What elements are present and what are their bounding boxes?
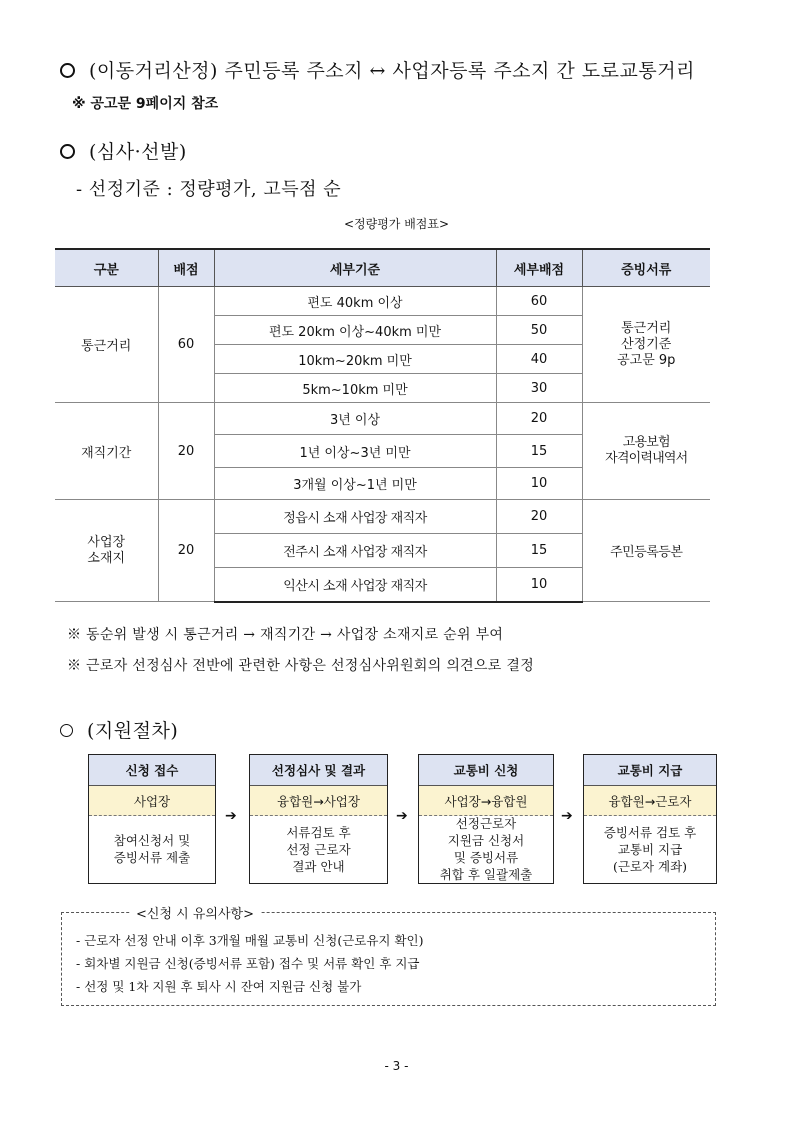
points-cell: 20 bbox=[496, 403, 582, 435]
remark-committee: ※ 근로자 선정심사 전반에 관련한 사항은 선정심사위원회의 의견으로 결정 bbox=[67, 658, 535, 674]
section-procedure-heading bbox=[60, 716, 178, 743]
criteria-cell: 전주시 소재 사업장 재직자 bbox=[214, 534, 496, 568]
score-cell: 60 bbox=[158, 287, 214, 403]
step-title: 교통비 신청 bbox=[419, 755, 553, 786]
criteria-cell: 익산시 소재 사업장 재직자 bbox=[214, 568, 496, 602]
points-cell: 40 bbox=[496, 345, 582, 374]
page-number: - 3 - bbox=[384, 1059, 409, 1073]
notice-item: - 근로자 선정 안내 이후 3개월 매월 교통비 신청(근로유지 확인) bbox=[76, 933, 424, 948]
section-selection-heading bbox=[60, 137, 187, 164]
remark-tie-break: ※ 동순위 발생 시 통근거리 → 재직기간 → 사업장 소재지로 순위 부여 bbox=[67, 627, 504, 643]
evidence-cell: 통근거리 산정기준 공고문 9p bbox=[582, 287, 710, 403]
category-cell: 통근거리 bbox=[55, 287, 158, 403]
criteria-cell: 5km~10km 미만 bbox=[214, 374, 496, 403]
procedure-step bbox=[88, 754, 216, 884]
section-selection-title: (심사·선발) bbox=[89, 141, 187, 163]
points-cell: 15 bbox=[496, 435, 582, 468]
arrow-right-icon: ➔ bbox=[225, 808, 237, 824]
points-cell: 30 bbox=[496, 374, 582, 403]
evidence-cell: 주민등록등본 bbox=[582, 500, 710, 602]
procedure-step bbox=[249, 754, 388, 884]
procedure-step bbox=[418, 754, 554, 884]
notice-title: <신청 시 유의사항> bbox=[130, 903, 260, 922]
step-title: 신청 접수 bbox=[89, 755, 215, 786]
points-cell: 60 bbox=[496, 287, 582, 316]
reference-note: ※ 공고문 9페이지 참조 bbox=[72, 96, 219, 112]
table-row bbox=[55, 500, 710, 534]
circle-bullet-icon bbox=[60, 724, 73, 737]
criteria-cell: 3개월 이상~1년 미만 bbox=[214, 468, 496, 500]
step-actor: 사업장 bbox=[89, 786, 215, 816]
step-description: 서류검토 후 선정 근로자 결과 안내 bbox=[286, 824, 351, 874]
criteria-cell: 편도 20km 이상~40km 미만 bbox=[214, 316, 496, 345]
circle-bullet-icon bbox=[60, 144, 75, 159]
header-score: 배점 bbox=[158, 249, 214, 287]
criteria-cell: 편도 40km 이상 bbox=[214, 287, 496, 316]
section-distance-title: (이동거리산정) 주민등록 주소지 ↔ 사업자등록 주소지 간 도로교통거리 bbox=[89, 60, 695, 82]
arrow-right-icon: ➔ bbox=[561, 808, 573, 824]
circle-bullet-icon bbox=[60, 63, 75, 78]
notice-list bbox=[76, 929, 424, 998]
table-row bbox=[55, 403, 710, 435]
score-cell: 20 bbox=[158, 500, 214, 602]
step-description: 참여신청서 및 증빙서류 제출 bbox=[113, 833, 191, 865]
arrow-right-icon: ➔ bbox=[396, 808, 408, 824]
header-evidence: 증빙서류 bbox=[582, 249, 710, 287]
score-table-wrapper bbox=[55, 248, 710, 603]
criteria-cell: 3년 이상 bbox=[214, 403, 496, 435]
score-cell: 20 bbox=[158, 403, 214, 500]
step-actor: 융합원→사업장 bbox=[250, 786, 387, 816]
notice-item: - 선정 및 1차 지원 후 퇴사 시 잔여 지원금 신청 불가 bbox=[76, 979, 362, 994]
header-points: 세부배점 bbox=[496, 249, 582, 287]
category-cell: 재직기간 bbox=[55, 403, 158, 500]
step-actor: 사업장→융합원 bbox=[419, 786, 553, 816]
points-cell: 20 bbox=[496, 500, 582, 534]
step-title: 교통비 지급 bbox=[584, 755, 716, 786]
procedure-step bbox=[583, 754, 717, 884]
evidence-cell: 고용보험 자격이력내역서 bbox=[582, 403, 710, 500]
step-description: 선정근로자 지원금 신청서 및 증빙서류 취합 후 일괄제출 bbox=[439, 816, 533, 882]
notice-item: - 회차별 지원금 신청(증빙서류 포함) 접수 및 서류 확인 후 지급 bbox=[76, 956, 420, 971]
header-category: 구분 bbox=[55, 249, 158, 287]
criteria-cell: 10km~20km 미만 bbox=[214, 345, 496, 374]
criteria-cell: 1년 이상~3년 미만 bbox=[214, 435, 496, 468]
points-cell: 15 bbox=[496, 534, 582, 568]
points-cell: 10 bbox=[496, 468, 582, 500]
table-row bbox=[55, 287, 710, 316]
category-cell: 사업장 소재지 bbox=[55, 500, 158, 602]
notice-box bbox=[61, 912, 716, 1006]
points-cell: 50 bbox=[496, 316, 582, 345]
section-procedure-title: (지원절차) bbox=[87, 720, 179, 742]
step-description: 증빙서류 검토 후 교통비 지급 (근로자 계좌) bbox=[603, 824, 697, 874]
section-distance-heading bbox=[60, 56, 695, 83]
table-caption: <정량평가 배점표> bbox=[343, 217, 450, 231]
step-actor: 융합원→근로자 bbox=[584, 786, 716, 816]
selection-criteria-line: - 선정기준 : 정량평가, 고득점 순 bbox=[76, 179, 342, 200]
criteria-cell: 정읍시 소재 사업장 재직자 bbox=[214, 500, 496, 534]
points-cell: 10 bbox=[496, 568, 582, 602]
table-header-row bbox=[55, 249, 710, 287]
score-table bbox=[55, 248, 710, 603]
step-title: 선정심사 및 결과 bbox=[250, 755, 387, 786]
header-criteria: 세부기준 bbox=[214, 249, 496, 287]
